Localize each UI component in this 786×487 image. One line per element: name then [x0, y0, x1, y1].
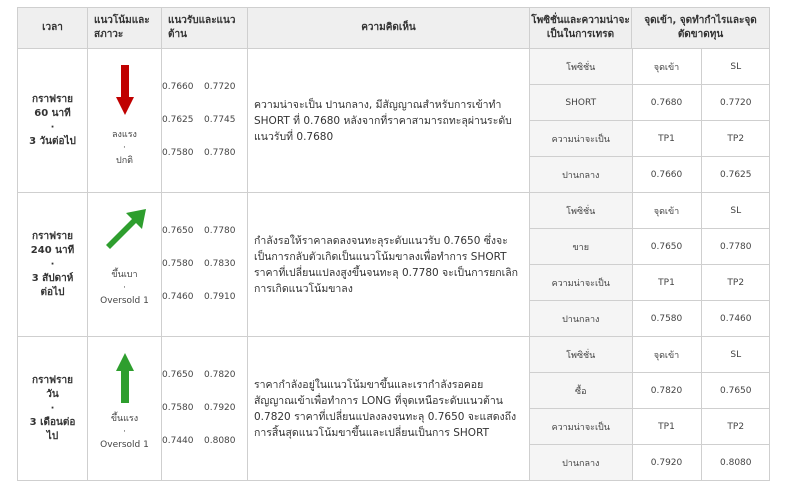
probability-value: ปานกลาง — [530, 301, 632, 337]
label-position: โพซิชั่น — [530, 49, 632, 85]
support-value: 0.7460 — [162, 292, 194, 302]
timeframe-cell — [18, 49, 88, 193]
position-value: SHORT — [530, 85, 632, 121]
entry-value: 0.7820 — [632, 373, 701, 409]
label-sl: SL — [701, 337, 770, 373]
timeframe-line1: กราฟราย — [32, 93, 73, 105]
level-row — [162, 281, 247, 314]
entry-value: 0.7650 — [632, 229, 701, 265]
header-time: เวลา — [18, 8, 88, 49]
timeframe-line2: 60 นาที — [34, 107, 71, 119]
header-trend: แนวโน้มและสภาวะ — [88, 8, 162, 49]
timeframe-line3: 3 วันต่อไป — [29, 135, 76, 147]
trend-label: ลงแรง — [112, 130, 137, 140]
resistance-value: 0.7920 — [204, 403, 236, 413]
level-row — [162, 215, 247, 248]
label-entry: จุดเข้า — [632, 49, 701, 85]
resistance-value: 0.7820 — [204, 370, 236, 380]
tp2-value: 0.7625 — [720, 169, 752, 180]
level-row — [162, 425, 247, 458]
resistance-value: 0.7745 — [204, 115, 236, 125]
support-value: 0.7625 — [162, 115, 194, 125]
separator-dot: · — [123, 143, 126, 153]
label-entry: จุดเข้า — [632, 193, 701, 229]
support-value: 0.7440 — [162, 436, 194, 446]
support-value: 0.7580 — [162, 403, 194, 413]
label-probability: ความน่าจะเป็น — [530, 409, 632, 445]
support-value: 0.7650 — [162, 370, 194, 380]
position-value: ขาย — [530, 229, 632, 265]
levels-cell — [162, 193, 248, 337]
position-table — [530, 337, 770, 480]
level-row — [162, 71, 247, 104]
label-tp2: TP2 — [701, 409, 770, 445]
table-row — [18, 193, 770, 337]
level-row — [162, 137, 247, 170]
label-tp2: TP2 — [701, 121, 770, 157]
resistance-value: 0.7720 — [204, 82, 236, 92]
header-row — [18, 8, 770, 49]
header-comment: ความคิดเห็น — [248, 8, 530, 49]
trend-cell — [88, 337, 162, 481]
trend-cell — [88, 49, 162, 193]
trend-label: ขึ้นแรง — [110, 414, 139, 424]
support-value: 0.7580 — [162, 259, 194, 269]
label-tp1: TP1 — [632, 409, 701, 445]
header-entry: จุดเข้า, จุดทำกำไรและจุดตัดขาดทุน — [632, 8, 770, 49]
timeframe-line1: กราฟราย — [32, 374, 73, 386]
arrow-up-right-icon — [104, 209, 146, 253]
timeframe-cell — [18, 193, 88, 337]
comment-cell: กำลังรอให้ราคาลดลงจนทะลุระดับแนวรับ 0.7650 ซึ่งจะเป็นการกลับตัวเกิดเป็นแนวโน้มขาลงเพื่อทำการ SHORT ราคาที่เปลี่ยนแปลงสูงขึ้นจนทะลุ 0.7780 จะเป็นการยกเลิกการเกิดแนวโน้มขาลง — [248, 193, 530, 337]
timeframe-cell — [18, 337, 88, 481]
probability-value: ปานกลาง — [530, 157, 632, 193]
sl-value: 0.7780 — [701, 229, 770, 265]
entry-value: 0.7680 — [632, 85, 701, 121]
resistance-value: 0.7830 — [204, 259, 236, 269]
separator-dot: · — [50, 402, 55, 414]
timeframe-line1: กราฟราย — [32, 230, 73, 242]
levels-cell — [162, 337, 248, 481]
separator-dot: · — [50, 121, 55, 133]
comment-cell: ราคากำลังอยู่ในแนวโน้มขาขึ้นและเรากำลังรอคอยสัญญาณเข้าเพื่อทำการ LONG ที่จุดเหนือระดับแนวต้าน 0.7820 ราคาที่เปลี่ยนแปลงลงจนทะลุ 0.7650 จะแสดงถึงการสิ้นสุดแนวโน้มขาขึ้นและเปลี่ยนเป็นการ SHORT — [248, 337, 530, 481]
comment-cell: ความน่าจะเป็น ปานกลาง, มีสัญญาณสำหรับการเข้าทำ SHORT ที่ 0.7680 หลังจากที่ราคาสามารถทะลุผ่านระดับแนวรับที่ 0.7680 — [248, 49, 530, 193]
label-position: โพซิชั่น — [530, 337, 632, 373]
support-value: 0.7650 — [162, 226, 194, 236]
level-row — [162, 392, 247, 425]
tp1-value: 0.7580 — [632, 301, 701, 337]
tp2-value: 0.7460 — [720, 313, 752, 324]
timeframe-line3: 3 เดือนต่อไป — [29, 416, 76, 442]
label-sl: SL — [701, 49, 770, 85]
probability-value: ปานกลาง — [530, 445, 632, 481]
tp1-value: 0.7920 — [632, 445, 701, 481]
trend-label: ขึ้นเบา — [111, 270, 138, 280]
timeframe-line2: 240 นาที — [30, 244, 75, 256]
label-sl: SL — [701, 193, 770, 229]
condition-label: Oversold 1 — [100, 440, 149, 450]
header-levels: แนวรับและแนวต้าน — [162, 8, 248, 49]
table-row — [18, 49, 770, 193]
arrow-down-icon — [116, 65, 134, 115]
condition-label: ปกติ — [115, 156, 133, 166]
position-table — [530, 193, 770, 336]
level-row — [162, 104, 247, 137]
label-tp1: TP1 — [632, 265, 701, 301]
timeframe-line2: วัน — [46, 388, 59, 400]
tp2-value: 0.8080 — [720, 457, 752, 468]
resistance-value: 0.7910 — [204, 292, 236, 302]
label-probability: ความน่าจะเป็น — [530, 121, 632, 157]
header-position: โพซิชั่นและความน่าจะเป็นในการเทรด — [530, 8, 632, 49]
support-value: 0.7660 — [162, 82, 194, 92]
label-tp2: TP2 — [701, 265, 770, 301]
level-row — [162, 359, 247, 392]
label-probability: ความน่าจะเป็น — [530, 265, 632, 301]
position-cell — [530, 193, 770, 337]
tp1-value: 0.7660 — [632, 157, 701, 193]
label-entry: จุดเข้า — [632, 337, 701, 373]
sl-value: 0.7650 — [701, 373, 770, 409]
trend-cell — [88, 193, 162, 337]
resistance-value: 0.7780 — [204, 226, 236, 236]
resistance-value: 0.8080 — [204, 436, 236, 446]
table-row — [18, 337, 770, 481]
position-cell — [530, 337, 770, 481]
position-table — [530, 49, 770, 192]
timeframe-line3: 3 สัปดาห์ต่อไป — [31, 272, 74, 298]
label-position: โพซิชั่น — [530, 193, 632, 229]
forecast-table — [17, 7, 770, 481]
levels-cell — [162, 49, 248, 193]
resistance-value: 0.7780 — [204, 148, 236, 158]
level-row — [162, 248, 247, 281]
condition-label: Oversold 1 — [100, 296, 149, 306]
position-cell — [530, 49, 770, 193]
arrow-up-icon — [116, 353, 134, 403]
support-value: 0.7580 — [162, 148, 194, 158]
position-value: ซื้อ — [530, 373, 632, 409]
separator-dot: · — [123, 283, 126, 293]
sl-value: 0.7720 — [701, 85, 770, 121]
label-tp1: TP1 — [632, 121, 701, 157]
separator-dot: · — [123, 427, 126, 437]
separator-dot: · — [50, 258, 55, 270]
